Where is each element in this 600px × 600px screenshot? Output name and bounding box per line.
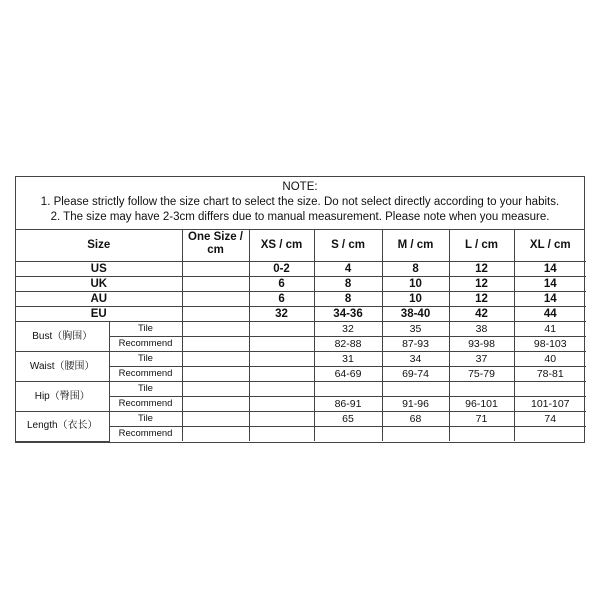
cell-xl: 40 <box>514 352 586 367</box>
cell-one-size <box>182 262 249 277</box>
cell-l <box>449 382 514 397</box>
size-chart <box>15 176 585 443</box>
cell-m: 69-74 <box>382 367 449 382</box>
region-label: EU <box>16 307 182 322</box>
cell-xl: 101-107 <box>514 397 586 412</box>
cell-xl <box>514 382 586 397</box>
cell-m: 10 <box>382 292 449 307</box>
cell-xs <box>249 337 314 352</box>
region-row-au <box>16 292 586 307</box>
cell-one-size <box>182 367 249 382</box>
cell-xs: 6 <box>249 277 314 292</box>
header-s: S / cm <box>314 230 382 262</box>
cell-l: 75-79 <box>449 367 514 382</box>
header-xl: XL / cm <box>514 230 586 262</box>
cell-l <box>449 427 514 442</box>
cell-m <box>382 427 449 442</box>
cell-xl: 78-81 <box>514 367 586 382</box>
cell-m: 10 <box>382 277 449 292</box>
cell-xl: 74 <box>514 412 586 427</box>
cell-xs: 6 <box>249 292 314 307</box>
measure-label-hip: Hip（臀围） <box>16 382 109 412</box>
cell-xs <box>249 322 314 337</box>
header-m: M / cm <box>382 230 449 262</box>
cell-l: 96-101 <box>449 397 514 412</box>
note-box <box>16 177 584 230</box>
cell-one-size <box>182 277 249 292</box>
cell-xl: 41 <box>514 322 586 337</box>
region-label: AU <box>16 292 182 307</box>
cell-one-size <box>182 322 249 337</box>
size-table <box>16 230 586 442</box>
cell-l: 12 <box>449 277 514 292</box>
bust-tile-row <box>16 322 586 337</box>
cell-xs <box>249 352 314 367</box>
region-row-uk <box>16 277 586 292</box>
region-row-us <box>16 262 586 277</box>
cell-m: 91-96 <box>382 397 449 412</box>
cell-one-size <box>182 397 249 412</box>
cell-xl: 14 <box>514 262 586 277</box>
cell-xl: 14 <box>514 292 586 307</box>
cell-s: 65 <box>314 412 382 427</box>
header-l: L / cm <box>449 230 514 262</box>
cell-m: 38-40 <box>382 307 449 322</box>
region-label: UK <box>16 277 182 292</box>
cell-s: 86-91 <box>314 397 382 412</box>
cell-m <box>382 382 449 397</box>
measure-label-waist: Waist（腰围） <box>16 352 109 382</box>
sub-label-recommend: Recommend <box>109 367 182 382</box>
cell-l: 12 <box>449 262 514 277</box>
cell-xs: 32 <box>249 307 314 322</box>
sub-label-recommend: Recommend <box>109 337 182 352</box>
cell-m: 35 <box>382 322 449 337</box>
cell-xs: 0-2 <box>249 262 314 277</box>
cell-l: 42 <box>449 307 514 322</box>
cell-s: 31 <box>314 352 382 367</box>
cell-l: 71 <box>449 412 514 427</box>
note-title: NOTE: <box>282 181 318 193</box>
waist-tile-row <box>16 352 586 367</box>
cell-s: 64-69 <box>314 367 382 382</box>
region-row-eu <box>16 307 586 322</box>
header-row <box>16 230 586 262</box>
header-size: Size <box>16 230 182 262</box>
cell-one-size <box>182 427 249 442</box>
note-line-1: 1. Please strictly follow the size chart to select the size. Do not select directly according to your habits. <box>40 196 560 208</box>
cell-s: 4 <box>314 262 382 277</box>
cell-one-size <box>182 352 249 367</box>
length-tile-row <box>16 412 586 427</box>
cell-one-size <box>182 337 249 352</box>
cell-xs <box>249 382 314 397</box>
sub-label-tile: Tile <box>109 322 182 337</box>
cell-s: 34-36 <box>314 307 382 322</box>
region-label: US <box>16 262 182 277</box>
cell-xl <box>514 427 586 442</box>
cell-one-size <box>182 307 249 322</box>
cell-one-size <box>182 412 249 427</box>
cell-xs <box>249 367 314 382</box>
cell-s <box>314 427 382 442</box>
cell-m: 87-93 <box>382 337 449 352</box>
cell-xs <box>249 397 314 412</box>
cell-s: 8 <box>314 277 382 292</box>
cell-l: 37 <box>449 352 514 367</box>
sub-label-recommend: Recommend <box>109 427 182 442</box>
cell-l: 38 <box>449 322 514 337</box>
cell-xl: 14 <box>514 277 586 292</box>
cell-m: 34 <box>382 352 449 367</box>
cell-s <box>314 382 382 397</box>
note-line-2: 2. The size may have 2-3cm differs due to manual measurement. Please note when you measure. <box>50 211 550 223</box>
cell-s: 8 <box>314 292 382 307</box>
measure-label-length: Length（衣长） <box>16 412 109 442</box>
measure-label-bust: Bust（胸围） <box>16 322 109 352</box>
cell-s: 82-88 <box>314 337 382 352</box>
cell-m: 8 <box>382 262 449 277</box>
cell-xl: 98-103 <box>514 337 586 352</box>
header-xs: XS / cm <box>249 230 314 262</box>
sub-label-recommend: Recommend <box>109 397 182 412</box>
sub-label-tile: Tile <box>109 412 182 427</box>
cell-l: 12 <box>449 292 514 307</box>
cell-one-size <box>182 382 249 397</box>
cell-xs <box>249 412 314 427</box>
sub-label-tile: Tile <box>109 352 182 367</box>
cell-xs <box>249 427 314 442</box>
cell-m: 68 <box>382 412 449 427</box>
header-one-size: One Size / cm <box>182 230 249 262</box>
cell-one-size <box>182 292 249 307</box>
cell-s: 32 <box>314 322 382 337</box>
cell-xl: 44 <box>514 307 586 322</box>
hip-tile-row <box>16 382 586 397</box>
cell-l: 93-98 <box>449 337 514 352</box>
sub-label-tile: Tile <box>109 382 182 397</box>
